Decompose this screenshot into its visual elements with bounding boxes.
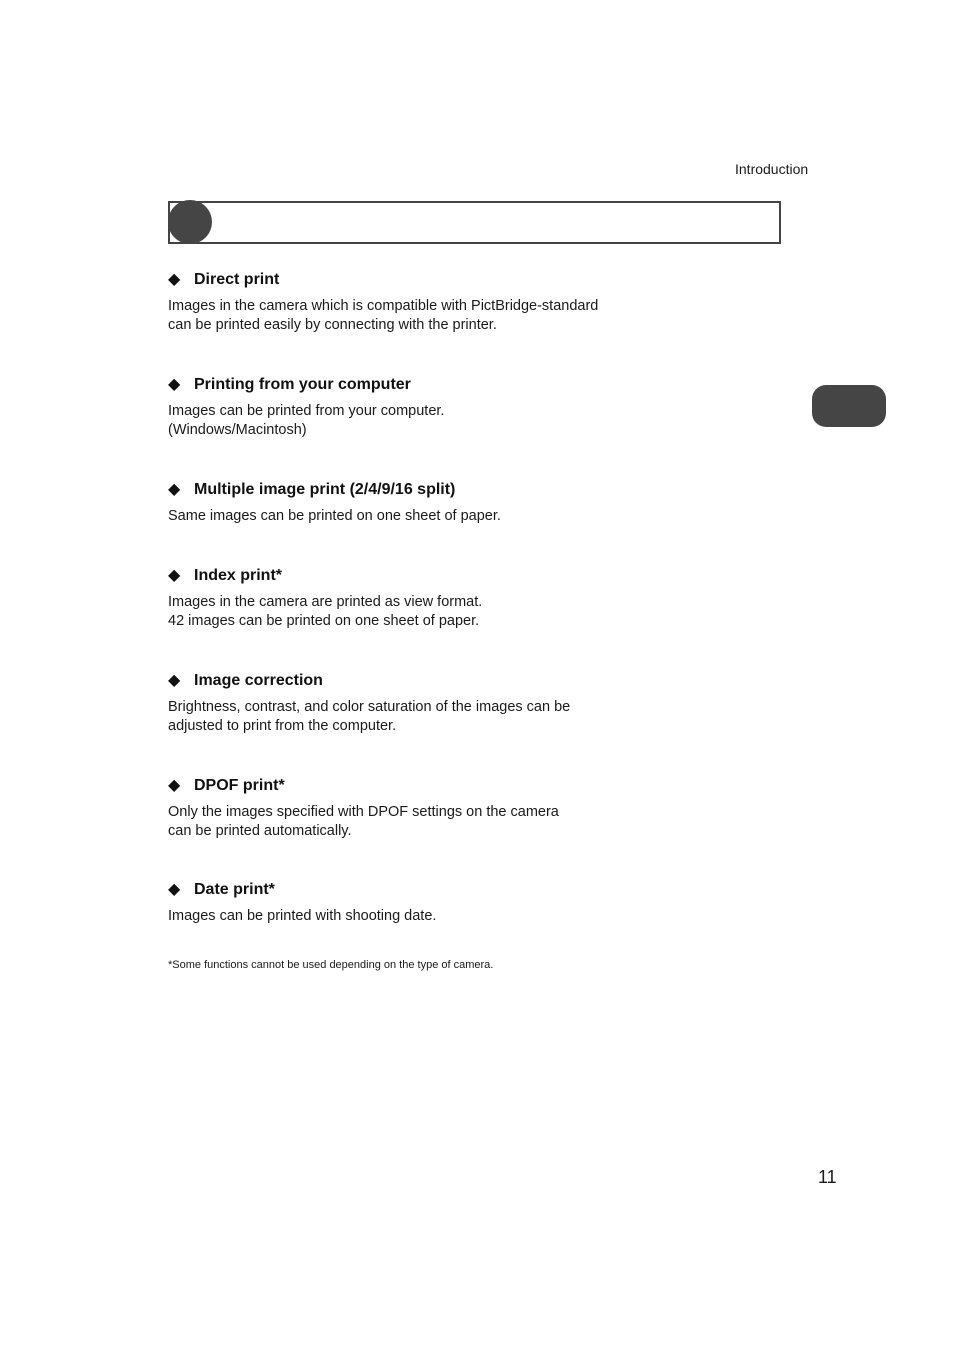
feature-image-correction: [168, 671, 648, 736]
feature-multiple-image-print: [168, 480, 648, 526]
feature-title: Printing from your computer: [194, 376, 411, 393]
running-header: Introduction: [735, 161, 809, 177]
feature-title: Direct print: [194, 271, 280, 288]
description-line: Images in the camera which is compatible with PictBridge-standard: [168, 298, 599, 314]
feature-description: [168, 907, 648, 926]
description-line: (Windows/Macintosh): [168, 422, 307, 438]
description-line: Brightness, contrast, and color saturation of the images can be: [168, 699, 571, 715]
feature-description: [168, 593, 648, 631]
diamond-bullet-icon: ◆: [168, 567, 181, 584]
feature-title: DPOF print*: [194, 777, 285, 794]
feature-heading: [168, 480, 648, 500]
feature-heading: [168, 375, 648, 395]
feature-description: [168, 698, 648, 736]
diamond-bullet-icon: ◆: [168, 481, 181, 498]
title-circle: [168, 200, 212, 244]
feature-description: [168, 402, 648, 440]
feature-date-print: [168, 880, 648, 926]
feature-description: [168, 297, 648, 335]
feature-title: Date print*: [194, 881, 275, 898]
feature-description: [168, 803, 648, 841]
side-tab: [812, 385, 886, 427]
title-bar: [168, 201, 781, 244]
feature-dpof-print: [168, 776, 648, 841]
description-line: Images can be printed from your computer.: [168, 403, 445, 419]
page-number: 11: [818, 1167, 837, 1187]
diamond-bullet-icon: ◆: [168, 672, 181, 689]
feature-heading: [168, 776, 648, 796]
feature-title: Multiple image print (2/4/9/16 split): [194, 481, 456, 498]
diamond-bullet-icon: ◆: [168, 881, 181, 898]
feature-heading: [168, 880, 648, 900]
description-line: Images in the camera are printed as view format.: [168, 594, 483, 610]
feature-direct-print: [168, 270, 648, 335]
feature-heading: [168, 671, 648, 691]
diamond-bullet-icon: ◆: [168, 271, 181, 288]
description-line: can be printed automatically.: [168, 823, 352, 839]
description-line: 42 images can be printed on one sheet of paper.: [168, 613, 480, 629]
description-line: can be printed easily by connecting with the printer.: [168, 317, 497, 333]
feature-heading: [168, 566, 648, 586]
feature-title: Image correction: [194, 672, 323, 689]
description-line: adjusted to print from the computer.: [168, 718, 397, 734]
diamond-bullet-icon: ◆: [168, 376, 181, 393]
feature-title: Index print*: [194, 567, 283, 584]
footnote: *Some functions cannot be used depending on the type of camera.: [168, 959, 494, 971]
description-line: Only the images specified with DPOF settings on the camera: [168, 804, 559, 820]
feature-index-print: [168, 566, 648, 631]
feature-description: [168, 507, 648, 526]
description-line: Images can be printed with shooting date.: [168, 908, 437, 924]
feature-heading: [168, 270, 648, 290]
diamond-bullet-icon: ◆: [168, 777, 181, 794]
description-line: Same images can be printed on one sheet of paper.: [168, 508, 501, 524]
feature-printing-from-computer: [168, 375, 648, 440]
